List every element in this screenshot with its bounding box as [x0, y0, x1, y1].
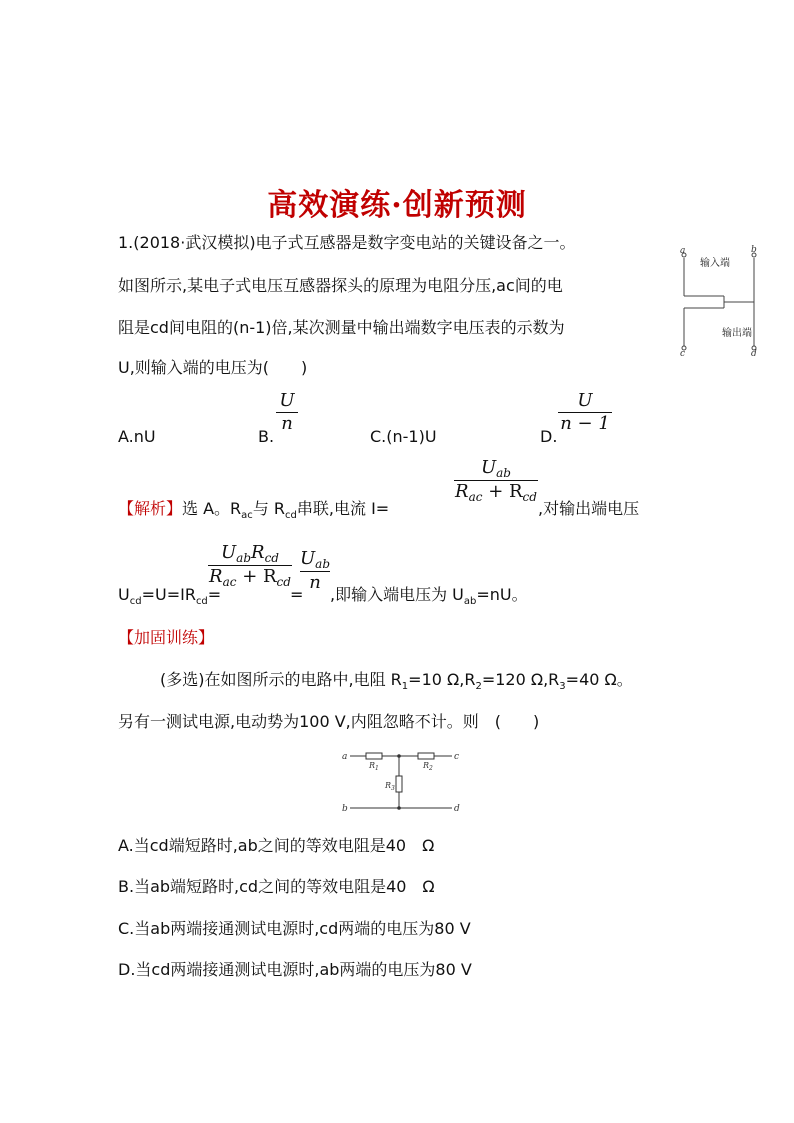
practice-option-a: A.当cd端短路时,ab之间的等效电阻是40 Ω — [118, 836, 435, 855]
practice-option-c: C.当ab两端接通测试电源时,cd两端的电压为80 V — [118, 919, 471, 938]
q1-line-3: 阻是cd间电阻的(n-1)倍,某次测量中输出端数字电压表的示数为 — [118, 318, 565, 337]
option-b-denominator: n — [276, 412, 298, 435]
transformer-diagram — [676, 244, 768, 356]
practice-tag: 【加固训练】 — [118, 628, 215, 647]
node-d-label: d — [751, 349, 757, 356]
circuit-node-d: d — [454, 804, 460, 814]
r3-label: $R_3$ — [385, 781, 395, 792]
q1-option-b: B. — [258, 427, 275, 446]
analysis-line-1: 【解析】选 A。$R_{ac}$与 $R_{cd}$串联,电流 I= — [118, 499, 390, 521]
analysis-line-2-end: ,即输入端电压为 $U_{ab}=nU$。 — [330, 585, 528, 607]
q1-line-2: 如图所示,某电子式电压互感器探头的原理为电阻分压,ac间的电 — [118, 276, 563, 295]
analysis-eq: = — [290, 585, 304, 604]
circuit-node-c: c — [454, 752, 460, 762]
voltage-fraction-2: $U_{ab}$ n — [300, 548, 331, 593]
page-title: 高效演练·创新预测 — [267, 188, 527, 223]
option-d-numerator: U — [577, 390, 593, 411]
practice-option-b: B.当ab端短路时,cd之间的等效电阻是40 Ω — [118, 877, 435, 896]
input-label: 输入端 — [700, 258, 730, 269]
analysis-line-1-end: ,对输出端电压 — [538, 499, 640, 518]
q1-line-1: 1.(2018·武汉模拟)电子式互感器是数字变电站的关键设备之一。 — [118, 233, 576, 252]
circuit-diagram — [340, 746, 464, 814]
r1-label: $R_1$ — [369, 761, 379, 772]
practice-line-1: (多选)在如图所示的电路中,电阻 $R_1=10$ $\Omega,R_2=120$ $\Omega,R_3=40$ Ω。 — [160, 670, 633, 692]
q1-option-d-fraction — [558, 390, 612, 435]
practice-option-d: D.当cd两端接通测试电源时,ab两端的电压为80 V — [118, 960, 472, 979]
voltage-fraction-1: $U_{ab}R_{cd}$ $R_{ac} + R_{cd}$ — [209, 542, 291, 589]
q1-option-c: C.(n-1)U — [370, 427, 437, 446]
output-label: 输出端 — [722, 328, 752, 339]
q1-option-b-fraction — [276, 390, 298, 435]
q1-option-a: A.nU — [118, 427, 156, 446]
option-d-denominator: n − 1 — [558, 412, 612, 435]
r2-label: $R_2$ — [423, 761, 433, 772]
practice-line-2: 另有一测试电源,电动势为100 V,内阻忽略不计。则 ( ) — [118, 712, 540, 731]
node-b-label: b — [751, 245, 757, 255]
analysis-tag: 【解析】 — [118, 499, 183, 518]
option-b-numerator: U — [279, 390, 295, 411]
circuit-node-a: a — [342, 752, 348, 762]
current-fraction: $U_{ab}$ $R_{ac} + R_{cd}$ — [455, 457, 537, 504]
circuit-node-b: b — [342, 804, 348, 814]
q1-option-d: D. — [540, 427, 558, 446]
node-a-label: a — [680, 246, 686, 256]
q1-line-4: U,则输入端的电压为( ) — [118, 358, 308, 377]
node-c-label: c — [680, 349, 686, 356]
analysis-line-2: $U_{cd}=U=IR_{cd}=$ — [118, 585, 222, 607]
